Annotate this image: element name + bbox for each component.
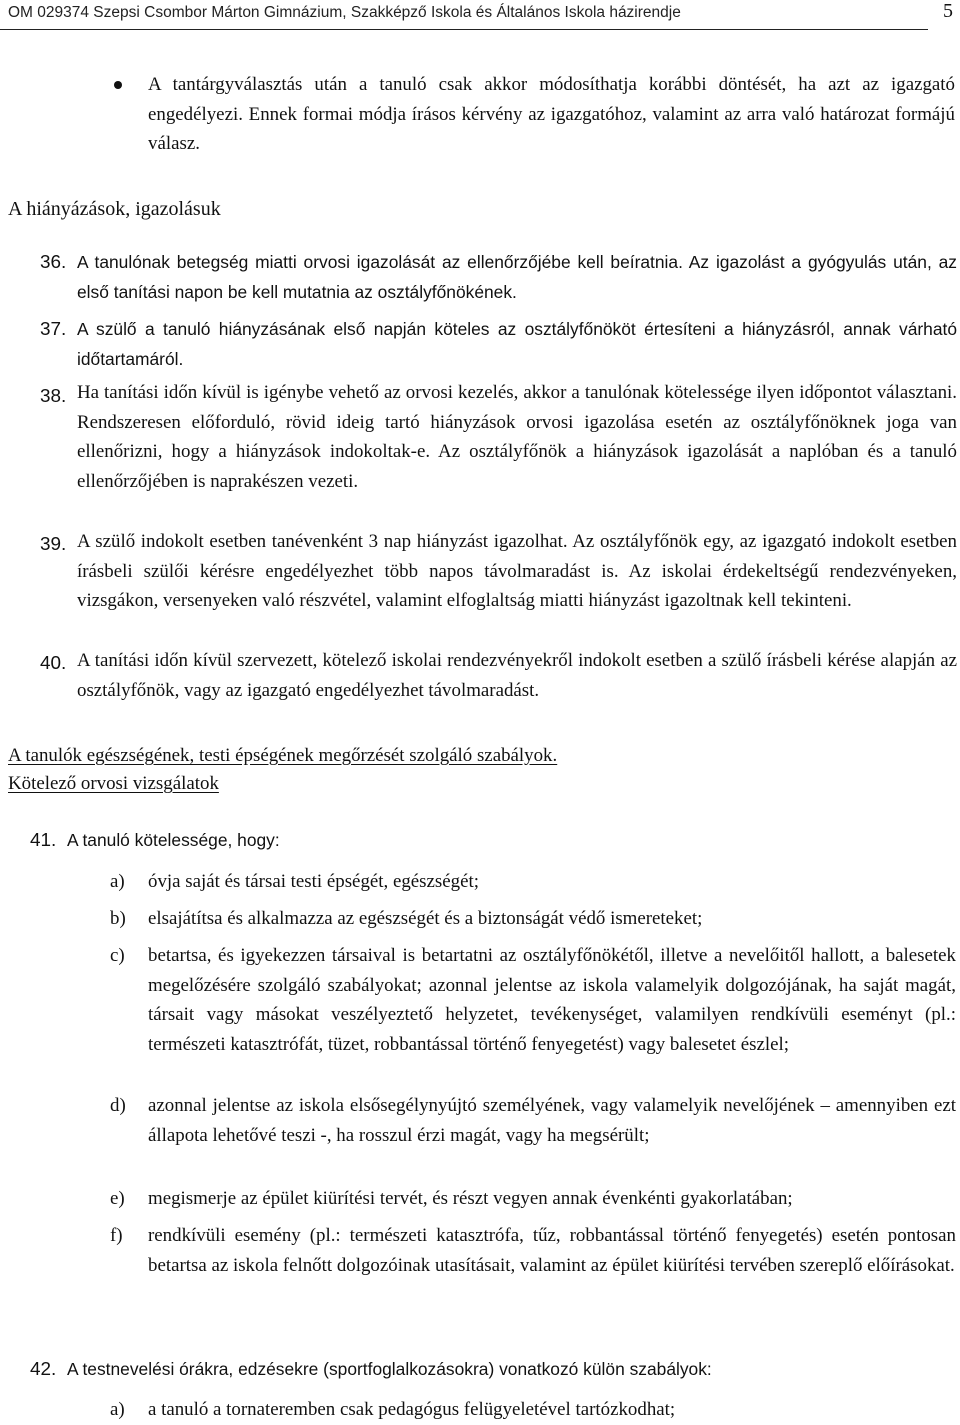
bullet-paragraph: A tantárgyválasztás után a tanuló csak akkor módosíthatja korábbi döntését, ha azt az igazgató engedélyezi. Ennek formai módja írásos kérvény az igazgatóhoz, valamint az arra való határozat formájú válasz. [148, 74, 955, 154]
sub-text-41a: óvja saját és társai testi épségét, egészségét; [148, 871, 479, 892]
sub-text-41f: rendkívüli esemény (pl.: természeti katasztrófa, tűz, robbantással történő fenyegetés) esetén pontosan betartsa az iskola felnőtt dolgozóinak utasításait, valamint az épület kiürítési tervében szereplő előírásokat. [148, 1225, 956, 1276]
section-subtitle-medical: Kötelező orvosi vizsgálatok [8, 773, 219, 794]
sub-label-41f: f) [110, 1225, 123, 1246]
item-number-38: 38. [40, 386, 67, 407]
sub-label-41d: d) [110, 1095, 126, 1116]
section-title-absences: A hiányázások, igazolásuk [8, 198, 221, 220]
sub-text-41d: azonnal jelentse az iskola elsősegélynyújtó személyének, vagy valamelyik nevelőjének – amennyiben ezt állapota lehetővé teszi -, ha rosszul érzi magát, vagy ha megsérült; [148, 1095, 956, 1146]
section-title-health: A tanulók egészségének, testi épségének megőrzését szolgáló szabályok. [8, 745, 558, 766]
item-text-41: A tanuló kötelessége, hogy: [67, 830, 280, 850]
item-text-36: A tanulónak betegség miatti orvosi igazolását az ellenőrzőjébe kell beíratnia. Az igazolást a gyógyulás után, az első tanítási napon be kell mutatnia az osztályfőnökének. [77, 252, 957, 302]
item-number-36: 36. [40, 252, 67, 273]
item-text-40: A tanítási időn kívül szervezett, kötelező iskolai rendezvényekről indokolt esetben a szülő írásbeli kérése alapján az osztályfőnök, vagy az igazgató engedélyezhet távolmaradást. [77, 650, 957, 701]
item-number-41: 41. [30, 830, 57, 851]
sub-text-41b: elsajátítsa és alkalmazza az egészségét és a biztonságát védő ismereteket; [148, 908, 703, 929]
sub-text-42a: a tanuló a tornateremben csak pedagógus felügyeletével tartózkodhat; [148, 1399, 676, 1420]
header-divider [0, 29, 928, 30]
header-title: OM 029374 Szepsi Csombor Márton Gimnázium, Szakképző Iskola és Általános Iskola házirendje [8, 4, 681, 21]
sub-label-42a: a) [110, 1399, 125, 1420]
item-number-40: 40. [40, 653, 67, 674]
page-header [0, 0, 960, 32]
sub-label-41c: c) [110, 945, 125, 966]
sub-label-41e: e) [110, 1188, 125, 1209]
sub-text-41c: betartsa, és igyekezzen társaival is betartatni az osztályfőnökétől, illetve a nevelőitől hallott, a balesetek megelőzésére szolgáló szabályokat; azonnal jelentse az iskola valamelyik dolgozójának, ha saját magát, társait vagy másokat veszélyeztető helyzetet, tevékenységet, valamilyen rendkívüli eseményt (pl.: természeti katasztrófát, tüzet, robbantással történő fenyegetést) vagy balesetet észlel; [148, 945, 956, 1055]
sub-text-41e: megismerje az épület kiürítési tervét, és részt vegyen annak évenkénti gyakorlatában; [148, 1188, 793, 1209]
sub-label-41b: b) [110, 908, 126, 929]
sub-label-41a: a) [110, 871, 125, 892]
page-number: 5 [943, 0, 953, 22]
item-number-39: 39. [40, 534, 67, 555]
item-text-37: A szülő a tanuló hiányzásának első napján köteles az osztályfőnököt értesíteni a hiányzásról, annak várható időtartamáról. [77, 319, 957, 369]
item-number-42: 42. [30, 1359, 57, 1380]
item-text-38: Ha tanítási időn kívül is igénybe vehető az orvosi kezelés, akkor a tanulónak kötelessége ilyen időpontot választani. Rendszeresen előforduló, rövid ideig tartó hiányzások orvosi igazolása esetén az osztályfőnöknek joga van ellenőrizni, hogy a hiányzások indokoltak-e. Az osztályfőnök a hiányzások igazolását a naplóban és a tanuló ellenőrzőjében is naprakészen vezeti. [77, 382, 957, 492]
item-number-37: 37. [40, 319, 67, 340]
item-text-39: A szülő indokolt esetben tanévenként 3 nap hiányzást igazolhat. Az osztályfőnök egy, az igazgató indokolt esetben írásbeli szülői kérésre engedélyezhet több napos távolmaradást is. Az iskolai érdekeltségű rendezvényeken, vizsgákon, versenyeken való részvétel, valamint elfoglaltság miatti hiányzást igazoltnak kell tekinteni. [77, 531, 957, 611]
item-text-42: A testnevelési órákra, edzésekre (sportfoglalkozásokra) vonatkozó külön szabályok: [67, 1359, 712, 1379]
bullet-icon [114, 81, 122, 89]
